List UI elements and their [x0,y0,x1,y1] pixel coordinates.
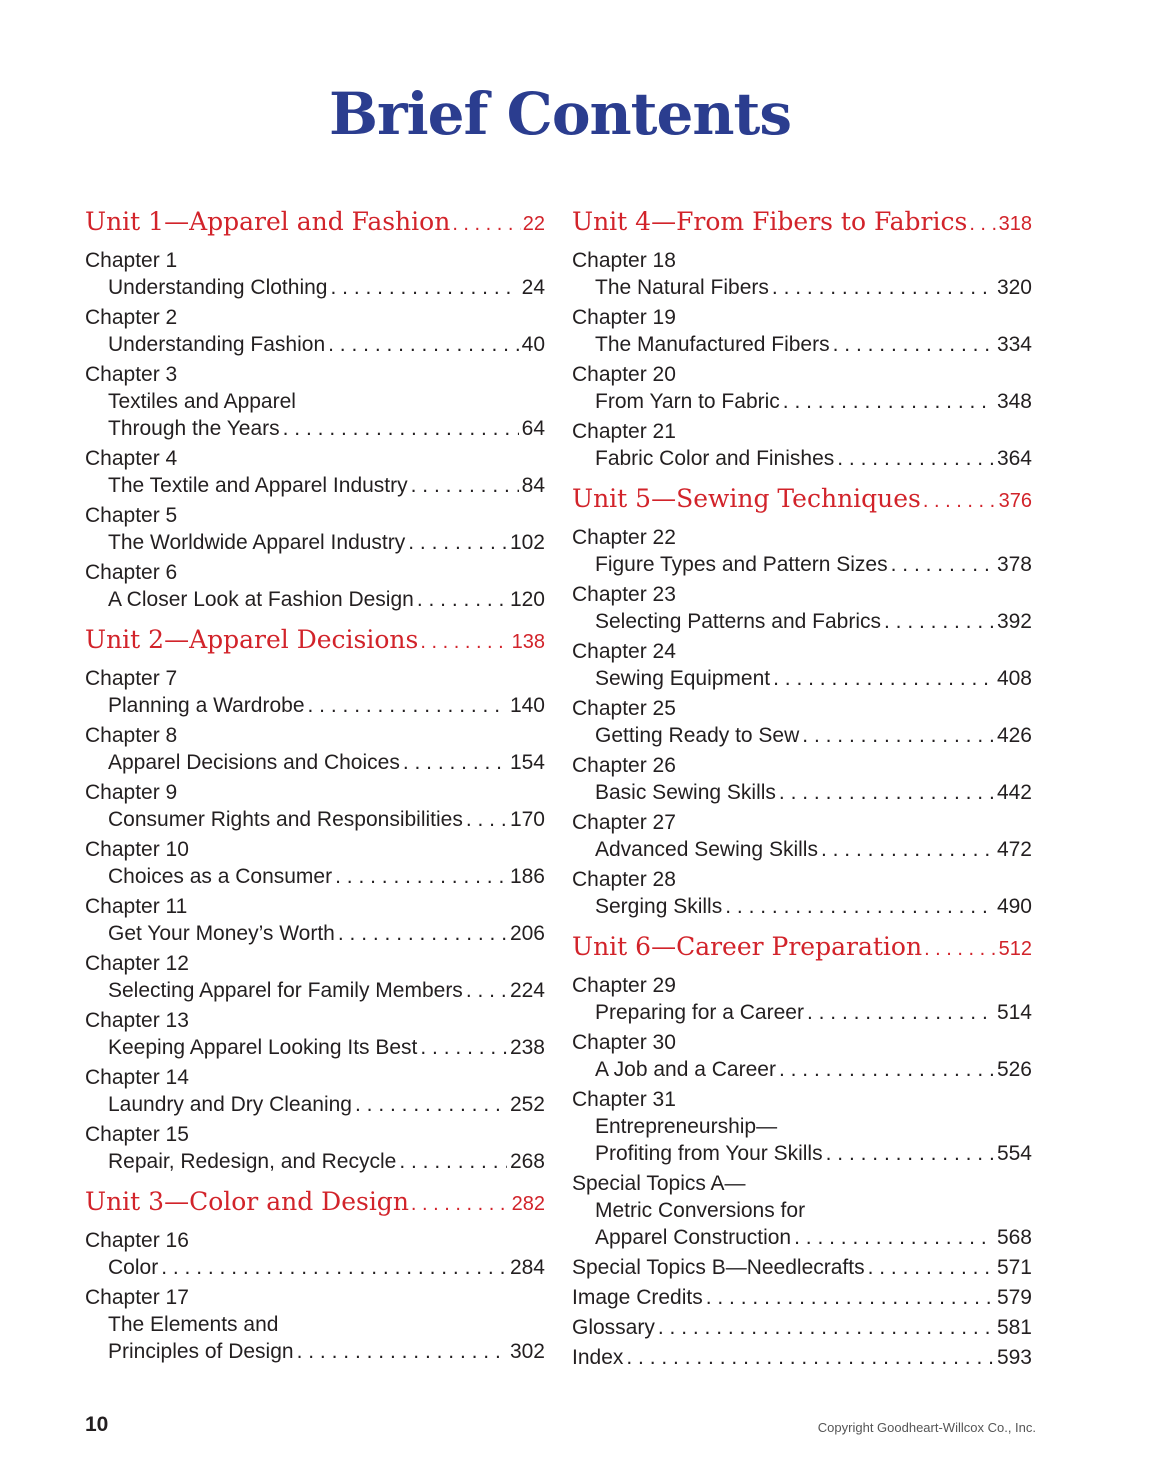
chapter-label: Chapter 10 [85,838,189,861]
leader-dots [452,213,520,236]
leader-dots [833,331,994,358]
chapter-title: Understanding Fashion [108,333,326,356]
leader-dots [891,551,994,578]
toc-entry-row[interactable] [572,999,1032,1026]
chapter-entry [85,1121,545,1175]
leader-dots [802,722,994,749]
toc-entry-row[interactable] [572,331,1032,358]
toc-entry-row[interactable] [85,749,545,776]
chapter-title: Planning a Wardrobe [108,694,305,717]
toc-entry-row[interactable] [85,806,545,833]
chapter-entry [85,304,545,358]
chapter-label: Chapter 2 [85,306,178,329]
leader-dots [330,274,518,301]
chapter-label: Chapter 22 [572,526,676,549]
chapter-entry [85,779,545,833]
chapter-label: Chapter 25 [572,697,676,720]
chapter-entry [85,1007,545,1061]
unit-heading[interactable] [572,207,1032,247]
toc-entry-row[interactable] [85,920,545,947]
chapter-entry [85,665,545,719]
chapter-label: Chapter 16 [85,1229,189,1252]
leader-dots [328,331,519,358]
toc-entry-row[interactable] [85,529,545,556]
chapter-label: Chapter 29 [572,974,676,997]
leader-dots [420,631,509,654]
chapter-label: Chapter 13 [85,1009,189,1032]
chapter-entry [85,1284,545,1365]
chapter-label: Chapter 8 [85,724,178,747]
page-number: 320 [996,276,1032,299]
chapter-title: The Textile and Apparel Industry [108,474,408,497]
entry-title: Image Credits [572,1286,703,1309]
page-number: 568 [996,1226,1032,1249]
chapter-title: Keeping Apparel Looking Its Best [108,1036,418,1059]
toc-entry-row[interactable] [85,586,545,613]
chapter-entry [85,247,545,301]
toc-entry[interactable] [572,1284,1032,1311]
page-number: 392 [996,610,1032,633]
chapter-title: Fabric Color and Finishes [595,447,835,470]
copyright-notice: Copyright Goodheart-Willcox Co., Inc. [817,1420,1036,1435]
chapter-label: Chapter 30 [572,1031,676,1054]
unit-page: 512 [998,938,1032,960]
leader-dots [626,1344,994,1371]
chapter-title: The Natural Fibers [595,276,769,299]
page-number: 268 [509,1150,545,1173]
chapter-entry [572,247,1032,301]
chapter-entry [85,445,545,499]
page-number: 408 [996,667,1032,690]
leader-dots [466,977,507,1004]
chapter-entry [572,752,1032,806]
page-number: 579 [996,1286,1032,1309]
chapter-title-line: Metric Conversions for [595,1199,806,1222]
page-number: 442 [996,781,1032,804]
leader-dots [355,1091,507,1118]
chapter-entry [85,1227,545,1281]
unit-heading[interactable] [572,932,1032,972]
toc-entry-row[interactable] [572,722,1032,749]
toc-entry-row[interactable] [85,1034,545,1061]
unit-page: 22 [522,213,545,235]
chapter-entry [572,1170,1032,1251]
leader-dots [794,1224,994,1251]
unit-title: Unit 1—Apparel and Fashion [85,207,451,236]
unit-heading[interactable] [85,1187,545,1227]
chapter-label: Chapter 5 [85,504,178,527]
unit-page: 318 [998,213,1032,235]
chapter-title: Figure Types and Pattern Sizes [595,553,888,576]
chapter-label: Chapter 1 [85,249,178,272]
toc-entry-row[interactable] [572,779,1032,806]
chapter-title: From Yarn to Fabric [595,390,780,413]
chapter-label: Chapter 20 [572,363,676,386]
chapter-title: Choices as a Consumer [108,865,333,888]
page-number: 140 [509,694,545,717]
leader-dots [923,490,997,513]
toc-entry[interactable] [572,1344,1032,1371]
chapter-label: Chapter 4 [85,447,178,470]
page-title: Brief Contents [329,80,791,148]
chapter-label: Chapter 23 [572,583,676,606]
leader-dots [297,1338,507,1365]
leader-dots [773,665,994,692]
chapter-title: Basic Sewing Skills [595,781,776,804]
unit-title: Unit 4—From Fibers to Fabrics [572,207,968,236]
unit-title: Unit 3—Color and Design [85,1187,409,1216]
chapter-entry [572,304,1032,358]
chapter-label: Chapter 31 [572,1088,676,1111]
leader-dots [161,1254,507,1281]
chapter-entry [85,950,545,1004]
toc-entry-row[interactable] [572,274,1032,301]
toc-entry-row[interactable] [85,863,545,890]
page-number: 364 [996,447,1032,470]
chapter-title-line: Entrepreneurship— [595,1115,778,1138]
chapter-entry [572,695,1032,749]
toc-entry-row[interactable] [572,551,1032,578]
chapter-label: Chapter 11 [85,895,188,918]
unit-heading[interactable] [85,625,545,665]
chapter-title: Selecting Patterns and Fabrics [595,610,881,633]
leader-dots [725,893,994,920]
chapter-entry [572,809,1032,863]
chapter-entry [85,502,545,556]
page-number: 84 [521,474,545,497]
page-number: 514 [996,1001,1032,1024]
page-number: 170 [509,808,545,831]
entry-title: Index [572,1346,624,1369]
page-number: 571 [996,1256,1032,1279]
page-number: 378 [996,553,1032,576]
toc-entry-row[interactable] [572,445,1032,472]
unit-title: Unit 2—Apparel Decisions [85,625,419,654]
leader-dots [837,445,994,472]
chapter-title: Principles of Design [108,1340,294,1363]
page-number: 334 [996,333,1032,356]
chapter-entry [85,893,545,947]
leader-dots [411,1193,510,1216]
toc-entry-row[interactable] [85,1091,545,1118]
unit-heading[interactable] [85,207,545,247]
page-number: 10 [85,1413,109,1436]
chapter-label: Chapter 15 [85,1123,189,1146]
chapter-title: The Manufactured Fibers [595,333,830,356]
chapter-label: Chapter 7 [85,667,178,690]
toc-entry-row[interactable] [572,388,1032,415]
toc-entry-row[interactable] [572,1224,1032,1251]
unit-page: 282 [511,1193,545,1215]
page-number: 238 [509,1036,545,1059]
leader-dots [283,415,519,442]
chapter-title: Understanding Clothing [108,276,328,299]
page-number: 581 [996,1316,1032,1339]
unit-page: 376 [998,490,1032,512]
leader-dots [969,213,996,236]
unit-title: Unit 5—Sewing Techniques [572,484,921,513]
chapter-label: Chapter 9 [85,781,178,804]
toc-entry-row[interactable] [85,1148,545,1175]
chapter-label: Chapter 24 [572,640,676,663]
chapter-title: Selecting Apparel for Family Members [108,979,463,1002]
leader-dots [772,274,994,301]
page-number: 102 [509,531,545,554]
page-number: 472 [996,838,1032,861]
chapter-title: Advanced Sewing Skills [595,838,818,861]
toc-entry-row[interactable] [85,1254,545,1281]
page-number: 348 [996,390,1032,413]
chapter-label: Chapter 6 [85,561,178,584]
page-number: 40 [521,333,545,356]
toc-entry-row[interactable] [85,692,545,719]
leader-dots [411,472,519,499]
leader-dots [783,388,994,415]
chapter-title: Through the Years [108,417,280,440]
toc-entry-row[interactable] [572,893,1032,920]
chapter-title: Consumer Rights and Responsibilities [108,808,463,831]
chapter-label: Chapter 21 [572,420,676,443]
toc-entry-row[interactable] [85,331,545,358]
page-number: 284 [509,1256,545,1279]
leader-dots [807,999,994,1026]
chapter-title: Apparel Decisions and Choices [108,751,400,774]
chapter-entry [572,1086,1032,1167]
chapter-title: A Closer Look at Fashion Design [108,588,414,611]
chapter-title: Apparel Construction [595,1226,792,1249]
page-number: 426 [996,724,1032,747]
chapter-label: Chapter 12 [85,952,189,975]
toc-entry-row[interactable] [85,1338,545,1365]
toc-entry-row[interactable] [572,608,1032,635]
page-number: 120 [509,588,545,611]
page-number: 64 [521,417,545,440]
chapter-label: Chapter 18 [572,249,676,272]
chapter-entry [85,722,545,776]
toc-entry-row[interactable] [572,1056,1032,1083]
leader-dots [466,806,507,833]
unit-page: 138 [511,631,545,653]
leader-dots [924,938,997,961]
leader-dots [821,836,994,863]
chapter-entry [572,972,1032,1026]
chapter-label: Chapter 17 [85,1286,189,1309]
leader-dots [408,529,507,556]
leader-dots [335,863,507,890]
leader-dots [826,1140,994,1167]
chapter-entry [572,638,1032,692]
chapter-entry [572,361,1032,415]
chapter-label: Special Topics A— [572,1172,746,1195]
chapter-entry [85,1064,545,1118]
chapter-entry [85,559,545,613]
leader-dots [868,1254,994,1281]
chapter-entry [572,524,1032,578]
leader-dots [338,920,507,947]
chapter-label: Chapter 26 [572,754,676,777]
chapter-title: Getting Ready to Sew [595,724,800,747]
toc-entry-row[interactable] [85,274,545,301]
toc-entry-row[interactable] [572,1140,1032,1167]
page-number: 24 [521,276,545,299]
chapter-title: The Worldwide Apparel Industry [108,531,406,554]
chapter-label: Chapter 28 [572,868,676,891]
leader-dots [308,692,507,719]
chapter-entry [572,1029,1032,1083]
chapter-label: Chapter 3 [85,363,178,386]
toc-entry-row[interactable] [572,665,1032,692]
page-number: 186 [509,865,545,888]
entry-title: Special Topics B—Needlecrafts [572,1256,865,1279]
toc-entry-row[interactable] [85,415,545,442]
leader-dots [884,608,994,635]
chapter-title: A Job and a Career [595,1058,776,1081]
toc-entry[interactable] [572,1314,1032,1341]
page-number: 252 [509,1093,545,1116]
chapter-title: Serging Skills [595,895,723,918]
toc-entry-row[interactable] [572,836,1032,863]
chapter-title: Preparing for a Career [595,1001,804,1024]
page-number: 154 [509,751,545,774]
chapter-title-line: Textiles and Apparel [108,390,296,413]
leader-dots [420,1034,507,1061]
toc-column-right [572,207,1032,1374]
chapter-entry [85,836,545,890]
page-number: 490 [996,895,1032,918]
entry-title: Glossary [572,1316,655,1339]
chapter-entry [572,581,1032,635]
chapter-title: Laundry and Dry Cleaning [108,1093,352,1116]
unit-title: Unit 6—Career Preparation [572,932,923,961]
leader-dots [779,779,994,806]
toc-entry-row[interactable] [85,977,545,1004]
toc-column-left [85,207,545,1368]
toc-entry[interactable] [572,1254,1032,1281]
page-number: 554 [996,1142,1032,1165]
chapter-title: Profiting from Your Skills [595,1142,823,1165]
toc-entry-row[interactable] [85,472,545,499]
chapter-entry [572,866,1032,920]
page-number: 224 [509,979,545,1002]
chapter-entry [572,418,1032,472]
chapter-title: Get Your Money’s Worth [108,922,335,945]
leader-dots [779,1056,994,1083]
chapter-label: Chapter 27 [572,811,676,834]
leader-dots [417,586,507,613]
leader-dots [403,749,507,776]
leader-dots [399,1148,507,1175]
chapter-title-line: The Elements and [108,1313,279,1336]
chapter-label: Chapter 19 [572,306,676,329]
chapter-label: Chapter 14 [85,1066,189,1089]
page-number: 206 [509,922,545,945]
page-number: 593 [996,1346,1032,1369]
chapter-entry [85,361,545,442]
page-number: 526 [996,1058,1032,1081]
chapter-title: Repair, Redesign, and Recycle [108,1150,397,1173]
page-number: 302 [509,1340,545,1363]
leader-dots [706,1284,994,1311]
chapter-title: Color [108,1256,159,1279]
unit-heading[interactable] [572,484,1032,524]
leader-dots [658,1314,994,1341]
chapter-title: Sewing Equipment [595,667,771,690]
